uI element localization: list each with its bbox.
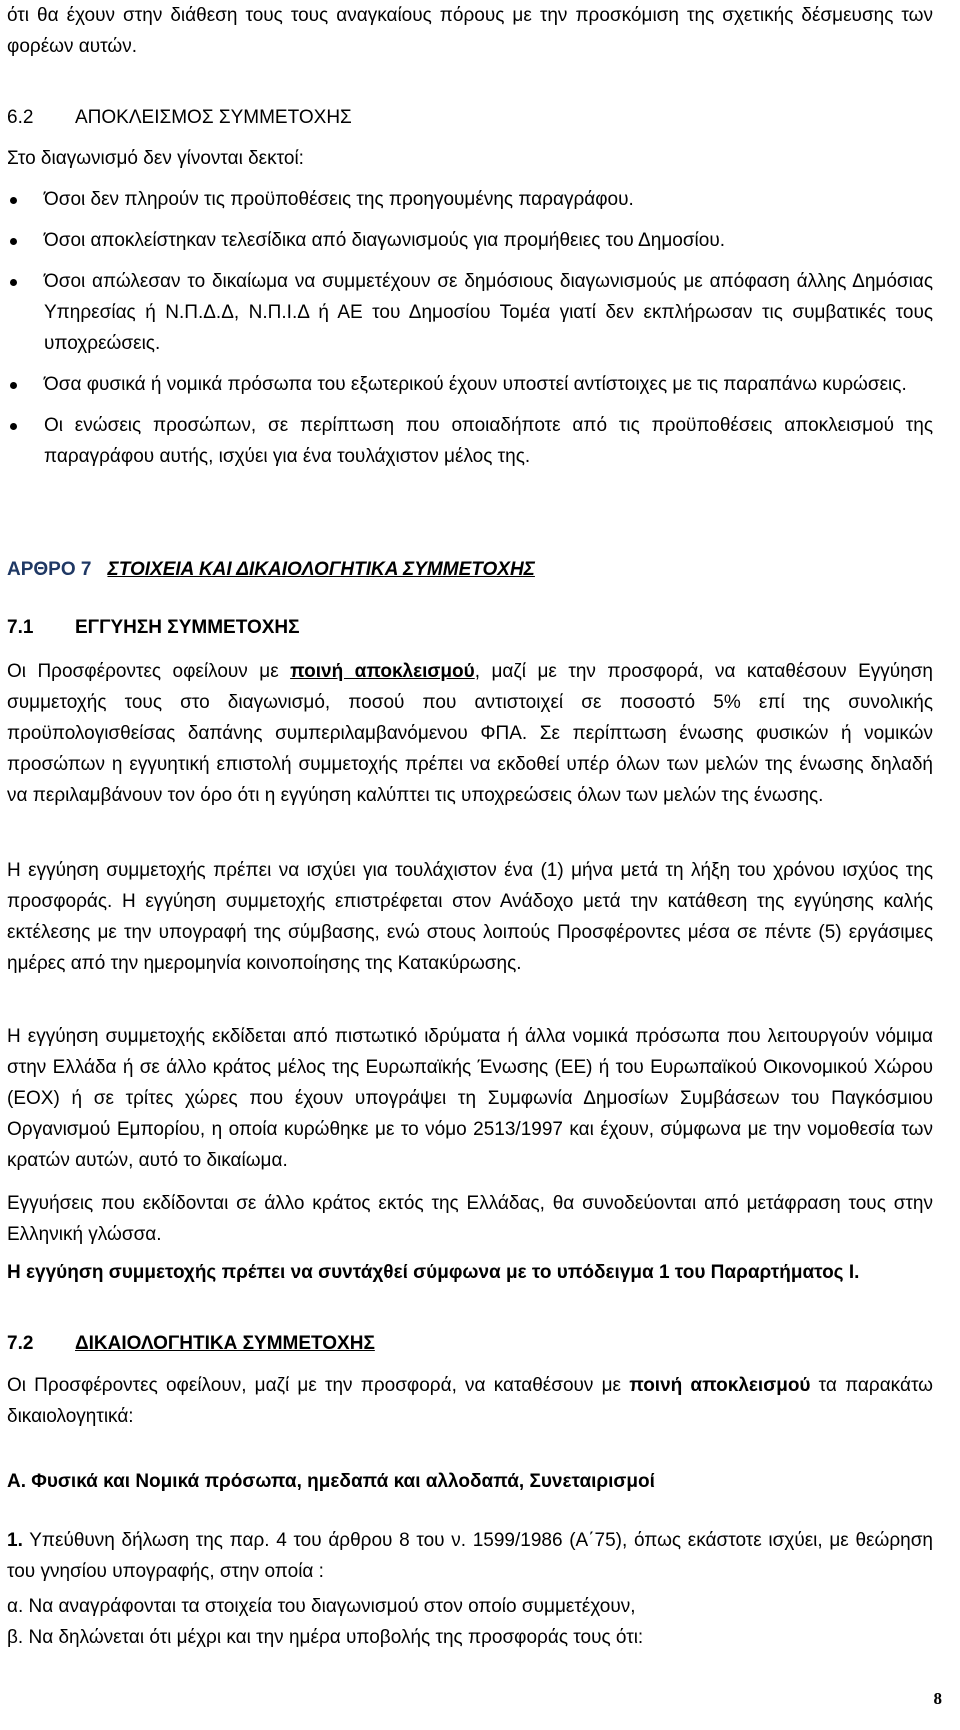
page-number: 8: [933, 1689, 942, 1708]
subheading-a: Α. Φυσικά και Νομικά πρόσωπα, ημεδαπά και αλλοδαπά, Συνεταιρισμοί: [7, 1471, 655, 1492]
document-item-b: β. Να δηλώνεται ότι μέχρι και την ημέρα υποβολής της προσφοράς τους ότι:: [7, 1627, 644, 1648]
documents-paragraph: Οι Προσφέροντες οφείλουν, μαζί με την προσφορά, να καταθέσουν με ποινή αποκλεισμού τα παρακάτω δικαιολογητικά:: [7, 1375, 934, 1427]
bullet-icon: [10, 423, 17, 430]
guarantee-paragraph-3: Η εγγύηση συμμετοχής εκδίδεται από πιστωτικό ιδρύματα ή άλλα νομικά πρόσωπα που λειτουργούν νόμιμα στην Ελλάδα ή σε άλλο κράτος μέλος της Ευρωπαϊκής Ένωσης (ΕΕ) ή του Ευρωπαϊκού Οικονομικού Χώρου (ΕΟΧ) ή σε τρίτες χώρες που έχουν υπογράψει τη Συμφωνία Δημοσίων Συμβάσεων του Παγκόσμιου Οργανισμού Εμπορίου, η οποία κυρώθηκε με το νόμο 2513/1997 και έχουν, σύμφωνα με την νομοθεσία των κρατών αυτών, αυτό το δικαίωμα.: [7, 1026, 933, 1171]
section-6-2-heading: [7, 104, 352, 132]
exclusion-penalty-term: ποινή αποκλεισμού: [629, 1375, 811, 1396]
list-item: Οι ενώσεις προσώπων, σε περίπτωση που οποιαδήποτε από τις προϋποθέσεις αποκλεισμού της παραγράφου αυτής, ισχύει για ένα τουλάχιστον μέλος της.: [7, 410, 933, 472]
bullet-icon: [10, 238, 17, 245]
section-7-1-heading: [7, 614, 300, 642]
list-item: Όσοι δεν πληρούν τις προϋποθέσεις της προηγουμένης παραγράφου.: [7, 184, 933, 215]
section-number: 7.2: [7, 1333, 34, 1354]
bullet-icon: [10, 197, 17, 204]
section-title: ΔΙΚΑΙΟΛΟΓΗΤΙΚΑ ΣΥΜΜΕΤΟΧΗΣ: [75, 1333, 375, 1354]
list-item: Όσοι αποκλείστηκαν τελεσίδικα από διαγωνισμούς για προμήθειες του Δημοσίου.: [7, 225, 933, 256]
intro-paragraph-tail: ότι θα έχουν στην διάθεση τους τους αναγκαίους πόρους με την προσκόμιση της σχετικής δέσμευσης των φορέων αυτών.: [7, 5, 933, 57]
section-title: ΕΓΓΥΗΣΗ ΣΥΜΜΕΤΟΧΗΣ: [75, 617, 300, 638]
guarantee-paragraph-2: Η εγγύηση συμμετοχής πρέπει να ισχύει για τουλάχιστον ένα (1) μήνα μετά τη λήξη του χρόνου ισχύος της προσφοράς. Η εγγύηση συμμετοχής επιστρέφεται στον Ανάδοχο μετά την κατάθεση της εγγύησης καλής εκτέλεσης με την υπογραφή της σύμβασης, ενώ στους λοιπούς Προσφέροντες μέσα σε πέντε (5) εργάσιμες ημέρες από την ημερομηνία κοινοποίησης της Κατακύρωσης.: [7, 860, 933, 974]
document-item-1: 1. Υπεύθυνη δήλωση της παρ. 4 του άρθρου 8 του ν. 1599/1986 (Α΄75), όπως εκάστοτε ισχύει, με θεώρηση του γνησίου υπογραφής, στην οποία :: [7, 1530, 933, 1582]
article-label: ΑΡΘΡΟ 7: [7, 559, 92, 580]
bullet-icon: [10, 382, 17, 389]
article-7-heading: [7, 556, 535, 584]
guarantee-paragraph-1: Οι Προσφέροντες οφείλουν με ποινή αποκλεισμού, μαζί με την προσφορά, να καταθέσουν Εγγύηση συμμετοχής τους στο διαγωνισμό, ποσού που αντιστοιχεί σε ποσοστό 5% επί της συνολικής προϋπολογισθείσας δαπάνης συμπεριλαμβανόμενου ΦΠΑ. Σε περίπτωση ένωσης φυσικών ή νομικών προσώπων η εγγυητική επιστολή συμμετοχής πρέπει να εκδοθεί υπέρ όλων των μελών της ένωσης δηλαδή να περιλαμβάνουν τον όρο ότι η εγγύηση καλύπτει τις υποχρεώσεις όλων των μελών της ένωσης.: [7, 661, 933, 806]
section-title: ΑΠΟΚΛΕΙΣΜΟΣ ΣΥΜΜΕΤΟΧΗΣ: [75, 107, 352, 128]
bullet-icon: [10, 279, 17, 286]
section-number: 6.2: [7, 107, 34, 128]
article-title: ΣΤΟΙΧΕΙΑ ΚΑΙ ΔΙΚΑΙΟΛΟΓΗΤΙΚΑ ΣΥΜΜΕΤΟΧΗΣ: [107, 559, 535, 580]
list-item: Όσα φυσικά ή νομικά πρόσωπα του εξωτερικού έχουν υποστεί αντίστοιχες με τις παραπάνω κυρώσεις.: [7, 369, 933, 400]
guarantee-paragraph-5: Η εγγύηση συμμετοχής πρέπει να συντάχθεί σύμφωνα με το υπόδειγμα 1 του Παραρτήματος Ι.: [7, 1262, 860, 1283]
list-item: Όσοι απώλεσαν το δικαίωμα να συμμετέχουν σε δημόσιους διαγωνισμούς με απόφαση άλλης Δημόσιας Υπηρεσίας ή Ν.Π.Δ.Δ, Ν.Π.Ι.Δ ή ΑΕ του Δημοσίου Τομέα γιατί δεν εκπλήρωσαν τις συμβατικές τους υποχρεώσεις.: [7, 266, 933, 359]
section-number: 7.1: [7, 617, 34, 638]
section-7-2-heading: [7, 1330, 375, 1358]
guarantee-paragraph-4: Εγγυήσεις που εκδίδονται σε άλλο κράτος εκτός της Ελλάδας, θα συνοδεύονται από μετάφραση τους στην Ελληνική γλώσσα.: [7, 1193, 933, 1245]
document-item-a: α. Να αναγράφονται τα στοιχεία του διαγωνισμού στον οποίο συμμετέχουν,: [7, 1596, 636, 1617]
section-6-2-lead: Στο διαγωνισμό δεν γίνονται δεκτοί:: [7, 148, 304, 169]
exclusion-penalty-term: ποινή αποκλεισμού: [290, 661, 475, 682]
exclusion-list: [7, 184, 933, 482]
